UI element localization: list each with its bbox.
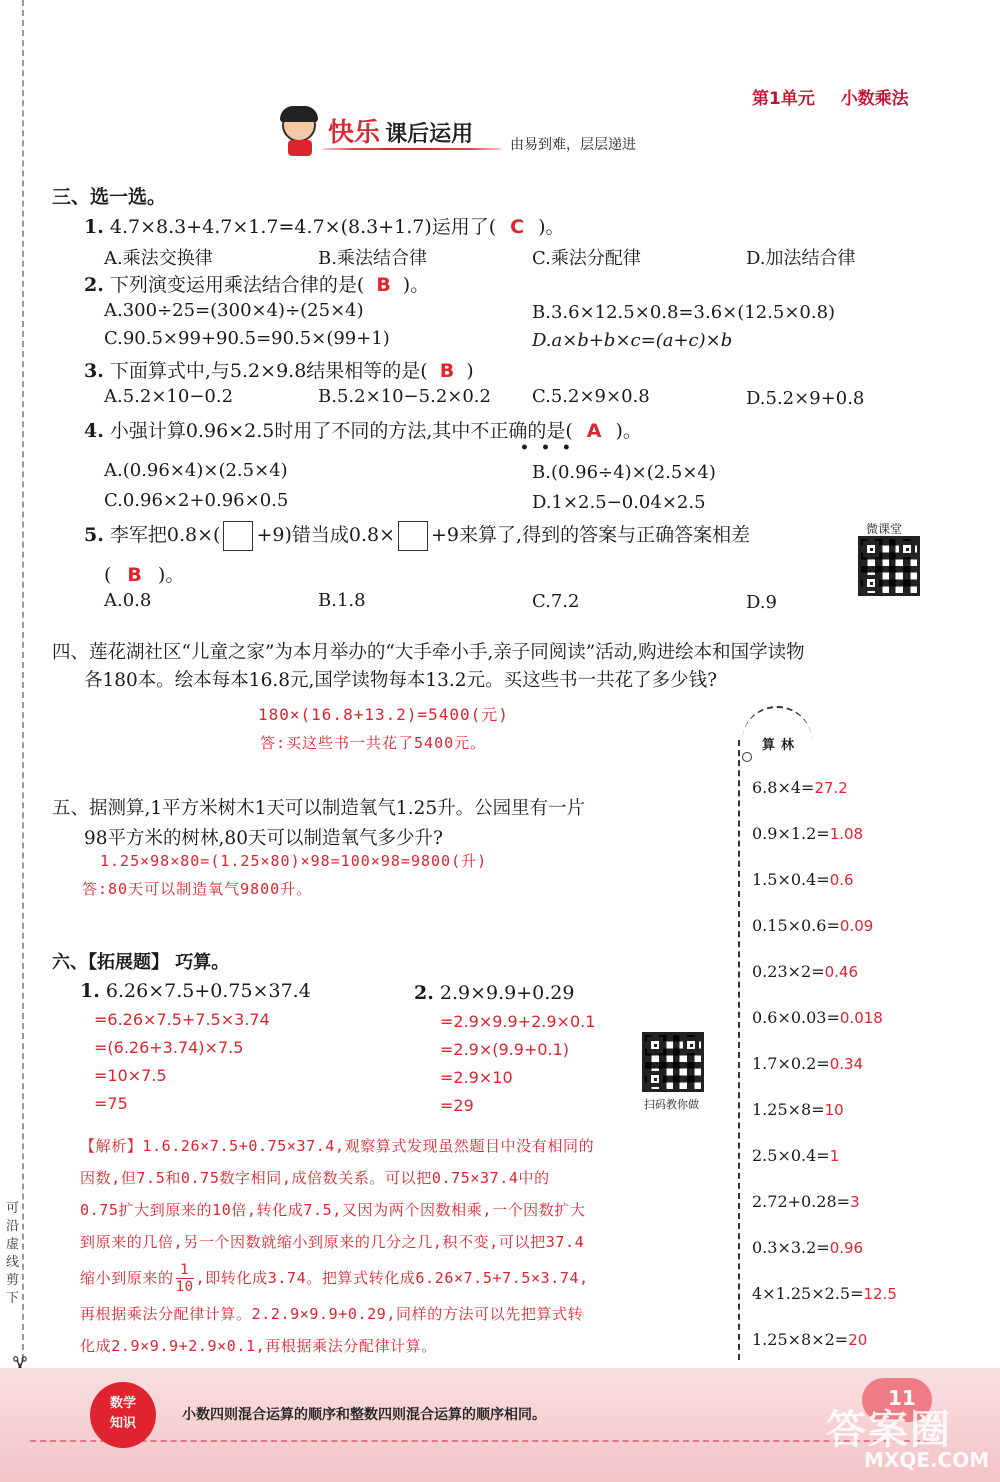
p2-step-1: =2.9×9.9+2.9×0.1 [440,1012,596,1031]
banner-title: 课后运用 [385,122,474,147]
q5-option-a: A.0.8 [104,590,152,611]
q5-option-b: B.1.8 [318,590,366,611]
banner-bold: 快乐 [328,118,381,148]
emphasis-dots: ••• [520,440,583,456]
p2-expr: 2. 2.9×9.9+0.29 [414,982,575,1004]
unit-header [752,84,909,109]
suanlin-item: 1.7×0.2=0.34 [752,1054,864,1073]
q5-text-b: +9)错当成0.8× [256,524,396,546]
q2-number: 2. [84,274,104,296]
badge-bottom: 知识 [109,1416,136,1431]
q3-option-d: D.5.2×9+0.8 [746,388,865,409]
suanlin-item: 2.5×0.4=1 [752,1146,840,1165]
p1-step-4: =75 [94,1094,128,1113]
q2-option-b: B.3.6×12.5×0.8=3.6×(12.5×0.8) [532,302,836,323]
q1-option-c: C.乘法分配律 [532,248,641,269]
watermark-url: MXQE.COM [864,1448,990,1472]
p1-step-1: =6.26×7.5+7.5×3.74 [94,1010,270,1029]
suanlin-list [752,778,897,1376]
section4-work: 180×(16.8+13.2)=5400(元) [258,705,509,724]
banner-slogan: 由易到难，层层递进 [510,137,636,153]
badge [90,1382,156,1448]
analysis-line-2: 因数,但7.5和0.75数字相同,成倍数关系。可以把0.75×37.4中的 [80,1169,550,1187]
p1-step-3: =10×7.5 [94,1066,167,1085]
q4-text: 小强计算0.96×2.5时用了不同的方法,其中不正确的是( [109,420,573,442]
analysis-line-7: 化成2.9×9.9+2.9×0.1,再根据乘法分配律计算。 [80,1337,437,1355]
section4-answer: 答:买这些书一共花了5400元。 [260,734,487,752]
q4-option-c: C.0.96×2+0.96×0.5 [104,490,289,511]
section4-line1: 四、莲花湖社区“儿童之家”为本月举办的“大手牵小手,亲子同阅读”活动,购进绘本和国学读物 [52,642,805,663]
q3-option-c: C.5.2×9×0.8 [532,386,650,407]
q3-text: 下面算式中,与5.2×9.8结果相等的是( [109,360,428,382]
q4-stem [84,416,642,443]
analysis-line-6: 再根据乘法分配律计算。2.2.9×9.9+0.29,同样的方法可以先把算式转 [80,1305,584,1323]
q3-answer: B [439,360,455,382]
section6-title: 六、【拓展题】 巧算。 [52,952,230,973]
section5-answer: 答:80天可以制造氧气9800升。 [82,880,313,898]
banner [272,104,712,160]
badge-top: 数学 [109,1396,136,1411]
p1-steps [94,1006,270,1118]
q2-end: )。 [402,274,430,296]
p2-step-4: =29 [440,1096,474,1115]
q5-text-c: +9来算了,得到的答案与正确答案相差 [431,524,751,546]
suanlin-item: 1.5×0.4=0.6 [752,870,854,889]
cut-note: 可 沿 虚 线 剪 下 [6,1201,20,1306]
suanlin-item: 2.72+0.28=3 [752,1192,860,1211]
q5-stem [84,520,750,551]
suanlin-item: 0.23×2=0.46 [752,962,859,981]
p1-step-2: =(6.26+3.74)×7.5 [94,1038,244,1057]
q2-text: 下列演变运用乘法结合律的是( [109,274,365,296]
q4-option-b: B.(0.96÷4)×(2.5×4) [532,462,716,483]
q1-option-a: A.乘法交换律 [104,248,213,269]
suanlin-item: 0.6×0.03=0.018 [752,1008,883,1027]
q1-number: 1. [84,216,104,238]
q3-end: ) [466,360,474,382]
q3-option-b: B.5.2×10−5.2×0.2 [318,386,491,407]
suanlin-title: 算林 [762,738,801,753]
q1-stem [84,212,565,239]
suanlin-item: 0.15×0.6=0.09 [752,916,874,935]
blank-box [398,521,428,551]
fraction: $\frac{1}{10}$ [175,1262,194,1295]
footer-tip: 小数四则混合运算的顺序和整数四则混合运算的顺序相同。 [182,1407,546,1423]
analysis-line-5b: ,即转化成3.74。把算式转化成6.26×7.5+7.5×3.74, [195,1269,589,1287]
q5-answer: B [127,564,142,586]
suanlin-border [738,740,740,1360]
q5-option-c: C.7.2 [532,591,580,612]
mascot-icon [276,108,322,156]
q3-number: 3. [84,360,104,382]
qr-code-icon[interactable] [642,1032,704,1092]
q5-number: 5. [84,524,104,546]
suanlin-item: 0.9×1.2=1.08 [752,824,864,843]
q3-stem [84,356,474,383]
q1-option-d: D.加法结合律 [746,248,856,269]
q2-answer: B [376,274,391,296]
q5-option-d: D.9 [746,592,777,613]
p2-step-2: =2.9×(9.9+0.1) [440,1040,570,1059]
analysis-line-4: 到原来的几倍,另一个因数就缩小到原来的几分之几,积不变,可以把37.4 [80,1233,585,1251]
qr-label-scan: 扫码教你做 [644,1098,699,1111]
suanlin-item: 1.25×8×2=20 [752,1330,868,1349]
p2-steps [440,1008,595,1120]
analysis [80,1130,720,1362]
suanlin-item: 1.25×8=10 [752,1100,844,1119]
page-number: 11 [888,1386,916,1410]
p1-expr: 1. 6.26×7.5+0.75×37.4 [80,980,311,1002]
q5-answer-line: ( B )。 [104,564,185,586]
section6-tag: 【拓展题】 [88,952,169,973]
q1-option-b: B.乘法结合律 [318,248,427,269]
section3-title: 三、选一选。 [52,186,167,208]
q5-text-a: 李军把0.8×( [109,524,221,546]
cut-line [22,0,24,1360]
analysis-line-3: 0.75扩大到原来的10倍,转化成7.5,又因为两个因数相乘,一个因数扩大 [80,1201,586,1219]
section5-line2: 98平方米的树林,80天可以制造氧气多少升? [84,828,443,849]
q3-option-a: A.5.2×10−0.2 [104,386,234,407]
unit-number: 第1单元 [752,89,815,109]
analysis-line-5a: 缩小到原来的 [80,1269,174,1287]
section4-line2: 各180本。绘本每本16.8元,国学读物每本13.2元。买这些书一共花了多少钱? [84,670,717,691]
section5-work: 1.25×98×80=(1.25×80)×98=100×98=9800(升) [100,852,488,870]
suanlin-item: 6.8×4=27.2 [752,778,848,797]
unit-topic: 小数乘法 [840,89,909,109]
q1-text: 4.7×8.3+4.7×1.7=4.7×(8.3+1.7)运用了( [109,216,497,238]
q2-stem [84,270,429,297]
q4-answer: A [586,420,602,442]
q2-option-a: A.300÷25=(300×4)÷(25×4) [104,300,364,321]
q2-option-d: D.a×b+b×c=(a+c)×b [532,330,733,351]
q4-option-a: A.(0.96×4)×(2.5×4) [104,460,288,481]
q1-end: )。 [538,216,565,238]
footer-dashes [30,1440,930,1442]
watermark-logo: 答案圈 [826,1407,952,1453]
q4-number: 4. [84,420,104,442]
blank-box [223,521,253,551]
qr-label-weiketang: 微课堂 [866,522,903,536]
q1-answer: C [510,216,525,238]
qr-code-icon[interactable] [858,536,920,596]
circle-icon [742,752,752,762]
analysis-line-1: 【解析】1.6.26×7.5+0.75×37.4,观察算式发现虽然题目中没有相同的 [80,1137,595,1155]
p2-step-3: =2.9×10 [440,1068,513,1087]
section5-line1: 五、据测算,1平方米树木1天可以制造氧气1.25升。公园里有一片 [52,798,586,819]
q4-option-d: D.1×2.5−0.04×2.5 [532,492,706,513]
q4-end: )。 [615,420,642,442]
suanlin-item: 4×1.25×2.5=12.5 [752,1284,897,1303]
suanlin-item: 0.3×3.2=0.96 [752,1238,864,1257]
q2-option-c: C.90.5×99+90.5=90.5×(99+1) [104,328,390,349]
